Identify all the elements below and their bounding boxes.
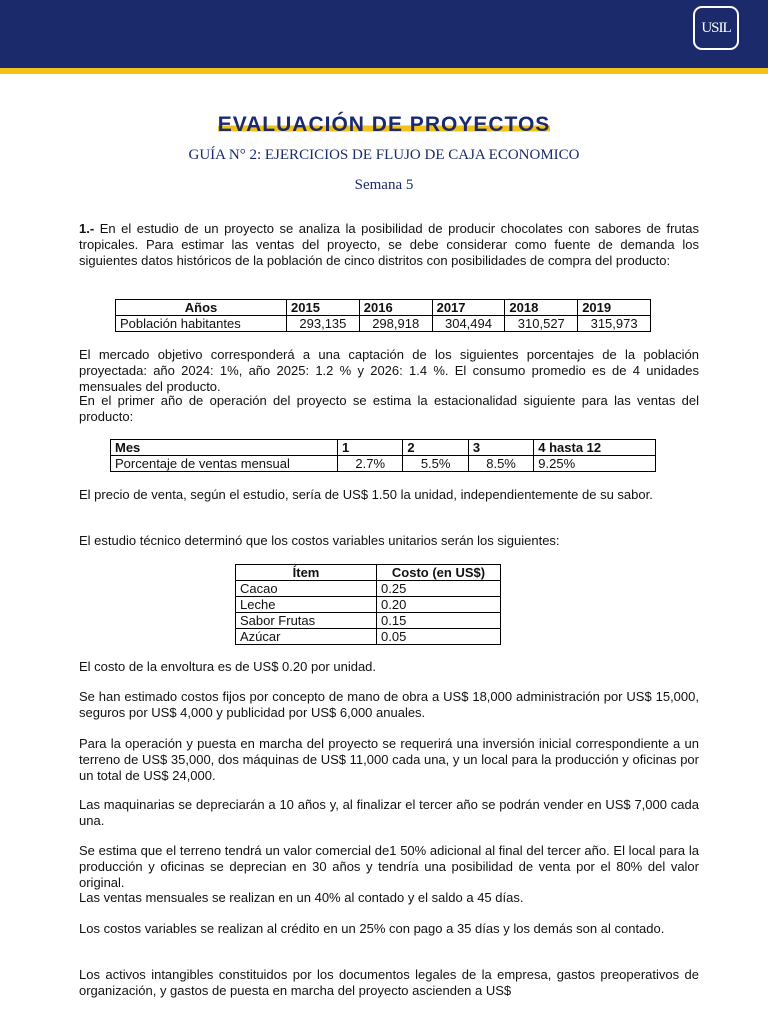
- table-header-cell: 2019: [578, 300, 651, 316]
- paragraph-13: Los activos intangibles constituidos por los documentos legales de la empresa, gastos preoperativos de organización, y gastos de puesta en marcha del proyecto ascienden a US$: [79, 967, 699, 998]
- table-cell: 304,494: [432, 316, 505, 332]
- exercise-number: 1.-: [79, 221, 95, 236]
- paragraph-10: Se estima que el terreno tendrá un valor comercial de1 50% adicional al final del tercer año. El local para la producción y oficinas se deprecian en 30 años y tendría una posibilidad de venta por el 80% del valor original.: [79, 843, 699, 890]
- paragraph-8: Para la operación y puesta en marcha del proyecto se requerirá una inversión inicial correspondiente a un terreno de US$ 35,000, dos máquinas de US$ 11,000 cada una, y un local para la producción y oficinas por un total de US$ 24,000.: [79, 736, 699, 783]
- table-header-cell: Ítem: [236, 565, 377, 581]
- paragraph-12: Los costos variables se realizan al crédito en un 25% con pago a 35 días y los demás son al contado.: [79, 921, 665, 936]
- table-header-row: [116, 300, 651, 316]
- table-cell: 298,918: [359, 316, 432, 332]
- table-header-row: [111, 440, 656, 456]
- title-text: EVALUACIÓN DE PROYECTOS: [217, 113, 551, 136]
- table-cell: Azúcar: [236, 629, 377, 645]
- table-cell: 5.5%: [403, 456, 468, 472]
- header-stripe: [0, 68, 768, 74]
- page-title: [0, 113, 768, 137]
- paragraph-3: En el primer año de operación del proyecto se estima la estacionalidad siguiente para las ventas del producto:: [79, 393, 699, 424]
- table-header-cell: 1: [338, 440, 403, 456]
- table-row: [236, 581, 501, 597]
- table-cell: 0.20: [377, 597, 501, 613]
- paragraph-6: El costo de la envoltura es de US$ 0.20 por unidad.: [79, 659, 377, 674]
- table-cell: Sabor Frutas: [236, 613, 377, 629]
- table-header-cell: 3: [468, 440, 533, 456]
- paragraph-9: Las maquinarias se depreciarán a 10 años y, al finalizar el tercer año se podrán vender en US$ 7,000 cada una.: [79, 797, 699, 828]
- table-header-cell: 2: [403, 440, 468, 456]
- paragraph-5: El estudio técnico determinó que los costos variables unitarios serán los siguientes:: [79, 533, 560, 548]
- table-cell: Leche: [236, 597, 377, 613]
- page-subtitle: GUÍA N° 2: EJERCICIOS DE FLUJO DE CAJA ECONOMICO: [188, 147, 580, 163]
- table-cell: 0.15: [377, 613, 501, 629]
- paragraph-4: El precio de venta, según el estudio, sería de US$ 1.50 la unidad, independientemente de su sabor.: [79, 487, 653, 502]
- population-table: [115, 299, 651, 332]
- table-header-cell: 2017: [432, 300, 505, 316]
- table-row: [236, 613, 501, 629]
- table-row: [111, 456, 656, 472]
- header-bar: [0, 0, 768, 68]
- table-cell: 2.7%: [338, 456, 403, 472]
- paragraph-1: [79, 221, 699, 268]
- paragraph-11: Las ventas mensuales se realizan en un 40% al contado y el saldo a 45 días.: [79, 890, 524, 905]
- table-row: [236, 629, 501, 645]
- seasonality-table: [110, 439, 656, 472]
- table-cell: 0.05: [377, 629, 501, 645]
- table-header-cell: 2016: [359, 300, 432, 316]
- paragraph-1-text: En el estudio de un proyecto se analiza la posibilidad de producir chocolates con sabores de frutas tropicales. Para estimar las ventas del proyecto, se debe considerar como fuente de demanda los siguientes datos históricos de la población de cinco distritos con posibilidades de compra del producto:: [79, 221, 699, 268]
- table-header-cell: 2018: [505, 300, 578, 316]
- usil-logo: USIL: [693, 6, 739, 50]
- table-row: [236, 597, 501, 613]
- week-label: Semana 5: [354, 177, 414, 193]
- table-header-row: [236, 565, 501, 581]
- table-cell: 310,527: [505, 316, 578, 332]
- table-cell: 8.5%: [468, 456, 533, 472]
- paragraph-2: El mercado objetivo corresponderá a una captación de los siguientes porcentajes de la población proyectada: año 2024: 1%, año 2025: 1.2 % y 2026: 1.4 %. El consumo promedio es de 4 unidades mensuales del producto.: [79, 347, 699, 394]
- table-cell: 0.25: [377, 581, 501, 597]
- table-cell: 9.25%: [534, 456, 656, 472]
- table-header-cell: Años: [116, 300, 287, 316]
- table-header-cell: 2015: [287, 300, 360, 316]
- table-header-cell: Costo (en US$): [377, 565, 501, 581]
- variable-costs-table: [235, 564, 501, 645]
- table-cell: Cacao: [236, 581, 377, 597]
- table-cell: Población habitantes: [116, 316, 287, 332]
- table-header-cell: 4 hasta 12: [534, 440, 656, 456]
- table-row: [116, 316, 651, 332]
- table-cell: 293,135: [287, 316, 360, 332]
- table-cell: 315,973: [578, 316, 651, 332]
- paragraph-7: Se han estimado costos fijos por concepto de mano de obra a US$ 18,000 administración por US$ 15,000, seguros por US$ 4,000 y publicidad por US$ 6,000 anuales.: [79, 689, 699, 720]
- table-header-cell: Mes: [111, 440, 338, 456]
- table-cell: Porcentaje de ventas mensual: [111, 456, 338, 472]
